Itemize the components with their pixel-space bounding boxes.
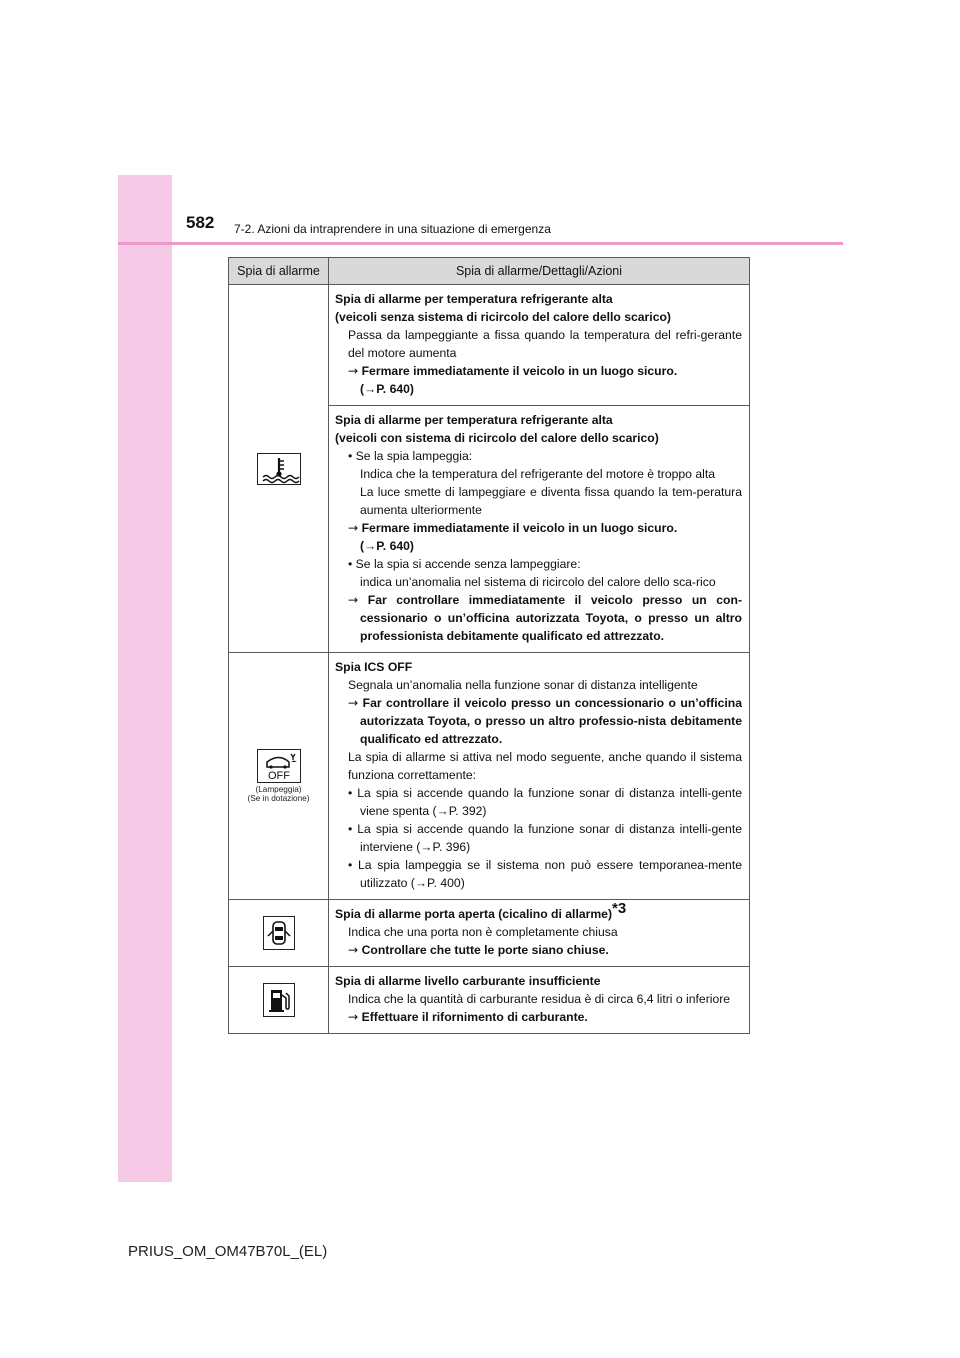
arrow-icon: → [348, 696, 359, 710]
row-text: Indica che una porta non è completamente chiusa [348, 925, 618, 939]
arrow-icon: → [348, 364, 359, 378]
row-description [329, 406, 750, 653]
row-action: → Controllare che tutte le porte siano chiuse. [348, 943, 609, 957]
page-reference: (→P. 640) [360, 539, 414, 553]
fuel-pump-icon [263, 983, 295, 1017]
row-action: → Fermare immediatamente il veicolo in un luogo sicuro. [348, 364, 678, 378]
icon-caption: (Se in dotazione) [247, 794, 310, 803]
col-header-light: Spia di allarme [229, 258, 329, 285]
bullet-item: • La spia si accende quando la funzione sonar di distanza intelli-gente viene spenta (→P. 392) [348, 786, 742, 818]
ics-off-icon [257, 749, 301, 783]
table-header-row [229, 258, 750, 285]
row-action: → Far controllare il veicolo presso un concessionario o un’officina autorizzata Toyota, o presso un altro professio-nista debitamente qualificato ed attrezzato. [348, 696, 743, 746]
row-text: Passa da lampeggiante a fissa quando la temperatura del refri-gerante del motore aumenta [348, 328, 742, 360]
row-description [329, 285, 750, 406]
arrow-icon: → [348, 1010, 359, 1024]
row-action: → Far controllare immediatamente il veicolo presso un con-cessionario o un’officina autorizzata Toyota, o presso un altro professionista debitamente qualificato ed attrezzato. [348, 593, 742, 643]
row-title: Spia di allarme porta aperta (cicalino di allarme)$^{*3}$ [335, 900, 627, 921]
arrow-icon: → [348, 593, 359, 607]
bullet-item: • La spia si accende quando la funzione sonar di distanza intelli-gente interviene (→P. 396) [348, 822, 742, 854]
coolant-temperature-icon [257, 453, 301, 485]
row-action: → Effettuare il rifornimento di carburante. [348, 1010, 588, 1024]
table-row [229, 967, 750, 1034]
row-subtitle: (veicoli con sistema di ricircolo del calore dello scarico) [335, 431, 659, 445]
section-title: 7-2. Azioni da intraprendere in una situazione di emergenza [234, 222, 551, 236]
footnote-marker: *3 [612, 900, 627, 917]
icon-caption: (Lampeggia) [255, 785, 302, 794]
col-header-details: Spia di allarme/Dettagli/Azioni [329, 258, 750, 285]
table-row [229, 900, 750, 967]
row-description [329, 900, 750, 967]
bullet-item: • La spia lampeggia se il sistema non può essere temporanea-mente utilizzato (→P. 400) [348, 858, 742, 890]
page-number: 582 [186, 213, 215, 232]
icon-cell [229, 900, 329, 967]
row-action: → Fermare immediatamente il veicolo in un luogo sicuro. [348, 521, 678, 535]
row-description [329, 653, 750, 900]
door-open-icon [263, 916, 295, 950]
arrow-icon: → [348, 521, 359, 535]
row-subtitle: (veicoli senza sistema di ricircolo del calore dello scarico) [335, 310, 671, 324]
row-title: Spia di allarme per temperatura refrigerante alta [335, 292, 613, 306]
bullet-item: • Se la spia si accende senza lampeggiare: [348, 557, 581, 571]
table-row [229, 653, 750, 900]
row-title: Spia di allarme per temperatura refrigerante alta [335, 413, 613, 427]
icon-cell [229, 653, 329, 900]
row-description [329, 967, 750, 1034]
document-code: PRIUS_OM_OM47B70L_(EL) [128, 1243, 328, 1260]
row-title: Spia ICS OFF [335, 660, 413, 674]
icon-cell [229, 967, 329, 1034]
warning-lights-table [228, 257, 750, 1034]
page-reference: (→P. 640) [360, 382, 414, 396]
row-note: La spia di allarme si attiva nel modo seguente, anche quando il sistema funziona correttamente: [348, 750, 742, 782]
table-row [229, 285, 750, 406]
arrow-icon: → [348, 943, 359, 957]
ics-off-label: OFF [267, 770, 290, 782]
side-tab [118, 175, 172, 1182]
header-rule [118, 242, 843, 245]
row-text: Indica che la quantità di carburante residua è di circa 6,4 litri o inferiore [348, 992, 731, 1006]
row-text: Segnala un’anomalia nella funzione sonar di distanza intelligente [348, 678, 698, 692]
bullet-item: • Se la spia lampeggia: [348, 449, 473, 463]
row-title: Spia di allarme livello carburante insufficiente [335, 974, 601, 988]
row-text: indica un’anomalia nel sistema di ricircolo del calore dello sca-rico [360, 575, 716, 589]
icon-cell [229, 285, 329, 653]
row-text: Indica che la temperatura del refrigerante del motore è troppo alta [360, 467, 715, 481]
row-text: La luce smette di lampeggiare e diventa fissa quando la tem-peratura aumenta ulteriormente [360, 485, 742, 517]
